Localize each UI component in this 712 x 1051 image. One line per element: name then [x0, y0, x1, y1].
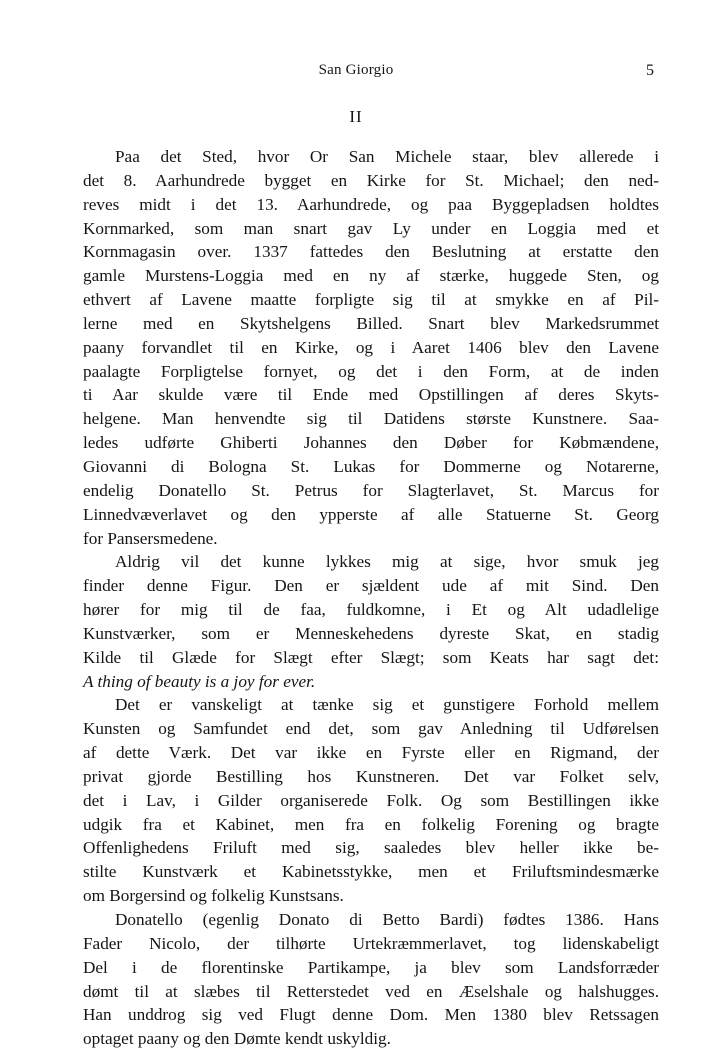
- text-line: helgene. Man henvendte sig til Datidens største Kunstnere. Saa-: [83, 409, 659, 429]
- body-text: [83, 145, 659, 1051]
- text-line: det 8. Aarhundrede bygget en Kirke for St. Michael; den ned-: [83, 170, 659, 190]
- text-line: Donatello (egenlig Donato di Betto Bardi) fødtes 1386. Hans: [115, 910, 659, 929]
- text-line: optaget paany og den Dømte kendt uskyldig.: [83, 1029, 391, 1049]
- text-line: udgik fra et Kabinet, men fra en folkelig Forening og bragte: [83, 814, 659, 834]
- running-title: San Giorgio: [318, 62, 394, 78]
- text-line: dømt til at slæbes til Retterstedet ved en Æselshale og halshugges.: [83, 981, 659, 1001]
- text-line: paany forvandlet til en Kirke, og i Aaret 1406 blev den Lavene: [83, 337, 659, 357]
- page-number: 5: [646, 62, 654, 79]
- text-line: Giovanni di Bologna St. Lukas for Dommerne og Notarerne,: [83, 456, 659, 476]
- text-line: om Borgersind og folkelig Kunstsans.: [83, 886, 344, 906]
- text-line: Offenlighedens Friluft med sig, saaledes blev heller ikke be-: [83, 838, 659, 858]
- text-line: af dette Værk. Det var ikke en Fyrste eller en Rigmand, der: [83, 743, 659, 763]
- text-line: stilte Kunstværk et Kabinetsstykke, men et Friluftsmindesmærke: [83, 862, 659, 882]
- running-head: [0, 62, 712, 84]
- text-line: paalagte Forpligtelse fornyet, og det i den Form, at de inden: [83, 361, 659, 381]
- text-line: Aldrig vil det kunne lykkes mig at sige, hvor smuk jeg: [115, 552, 659, 572]
- text-line: Linnedvæverlavet og den ypperste af alle Statuerne St. Georg: [83, 504, 659, 524]
- text-line: Del i de florentinske Partikampe, ja blev som Landsforræder: [83, 957, 659, 977]
- chapter-heading: II: [349, 107, 363, 126]
- text-line: finder denne Figur. Den er sjældent ude af mit Sind. Den: [83, 576, 659, 596]
- text-line: ti Aar skulde være til Ende med Opstillingen af deres Skyts-: [83, 385, 659, 405]
- text-line: Paa det Sted, hvor Or San Michele staar, blev allerede i: [115, 147, 659, 166]
- text-line: Kornmarked, som man snart gav Ly under en Loggia med et: [83, 218, 659, 238]
- text-line: ledes udførte Ghiberti Johannes den Døber for Købmændene,: [83, 433, 659, 453]
- text-line: hører for mig til de faa, fuldkomne, i Et og Alt udadlelige: [83, 600, 659, 620]
- text-line: Kornmagasin over. 1337 fattedes den Beslutning at erstatte den: [83, 242, 659, 262]
- text-line: reves midt i det 13. Aarhundrede, og paa Byggepladsen holdtes: [83, 194, 659, 214]
- text-line: Fader Nicolo, der tilhørte Urtekræmmerlavet, tog lidenskabeligt: [83, 933, 659, 953]
- quote-line: A thing of beauty is a joy for ever.: [83, 671, 316, 691]
- text-line: Kilde til Glæde for Slægt efter Slægt; som Keats har sagt det:: [83, 647, 659, 667]
- text-line: endelig Donatello St. Petrus for Slagterlavet, St. Marcus for: [83, 480, 659, 500]
- text-line: gamle Murstens-Loggia med en ny af stærke, huggede Sten, og: [83, 266, 659, 286]
- text-line: Han unddrog sig ved Flugt denne Dom. Men 1380 blev Retssagen: [83, 1005, 659, 1025]
- text-line: Kunstværker, som er Menneskehedens dyreste Skat, en stadig: [83, 623, 659, 643]
- text-line: Det er vanskeligt at tænke sig et gunstigere Forhold mellem: [115, 695, 659, 715]
- text-line: det i Lav, i Gilder organiserede Folk. Og som Bestillingen ikke: [83, 790, 659, 810]
- text-line: Kunsten og Samfundet end det, som gav Anledning til Udførelsen: [83, 719, 659, 739]
- text-line: privat gjorde Bestilling hos Kunstneren. Det var Folket selv,: [83, 766, 659, 786]
- text-line: ethvert af Lavene maatte forpligte sig til at smykke en af Pil-: [83, 290, 659, 310]
- text-line: for Pansersmedene.: [83, 528, 218, 548]
- text-line: lerne med en Skytshelgens Billed. Snart blev Markedsrummet: [83, 313, 659, 333]
